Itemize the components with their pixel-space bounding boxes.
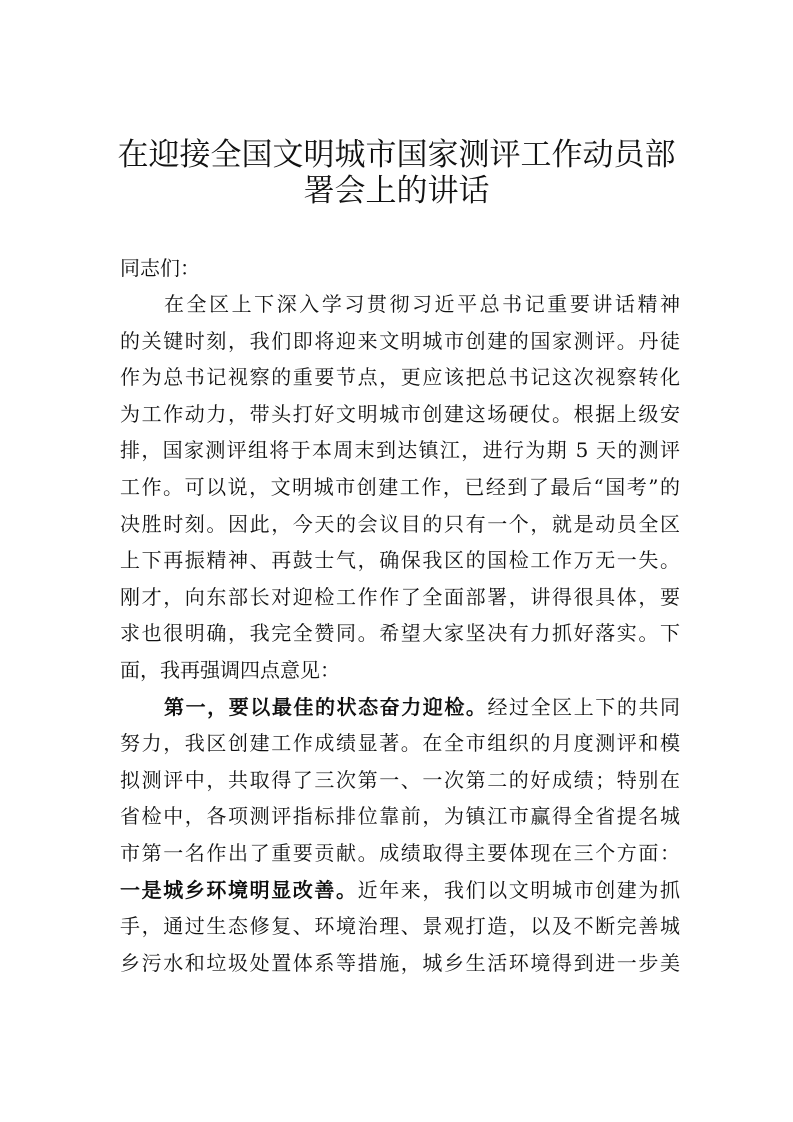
text-line	[120, 731, 680, 755]
line-text: 的关键时刻，我们即将迎来文明城市创建的国家测评。丹徒	[120, 328, 680, 353]
text-line	[164, 695, 680, 719]
document-title-line-2: 署会上的讲话	[303, 173, 490, 209]
text-line	[120, 658, 680, 682]
line-text: 手，通过生态修复、环境治理、景观打造，以及不断完善城	[120, 914, 680, 939]
text-line	[164, 292, 680, 316]
text-line	[120, 438, 680, 462]
line-text: 乡污水和垃圾处置体系等措施，城乡生活环境得到进一步美	[120, 950, 680, 975]
line-text: 排，国家测评组将于本周末到达镇江，进行为期 5 天的测评	[120, 438, 680, 463]
line-text: 求也很明确，我完全赞同。希望大家坚决有力抓好落实。下	[120, 621, 680, 646]
line-text: 近年来，我们以文明城市创建为抓	[357, 877, 681, 902]
text-line	[120, 329, 680, 353]
text-line	[120, 585, 680, 609]
line-text: 市第一名作出了重要贡献。成绩取得主要体现在三个方面：	[120, 841, 680, 865]
text-line	[120, 512, 680, 536]
line-text: 省检中，各项测评指标排位靠前，为镇江市赢得全省提名城	[120, 804, 680, 829]
line-text: 作为总书记视察的重要节点，更应该把总书记这次视察转化	[120, 365, 680, 390]
bold-heading: 第一，要以最佳的状态奋力迎检。	[164, 694, 488, 719]
text-line	[120, 365, 680, 389]
line-text: 拟测评中，共取得了三次第一、一次第二的好成绩；特别在	[120, 767, 680, 792]
line-text: 在全区上下深入学习贯彻习近平总书记重要讲话精神	[164, 292, 680, 316]
text-line	[120, 804, 680, 828]
text-line	[120, 475, 680, 499]
text-line	[120, 768, 680, 792]
line-text: 决胜时刻。因此，今天的会议目的只有一个，就是动员全区	[120, 511, 680, 536]
salutation: 同志们：	[120, 256, 200, 280]
text-line	[120, 402, 680, 426]
text-line	[120, 548, 680, 572]
line-text: 刚才，向东部长对迎检工作作了全面部署，讲得很具体，要	[120, 584, 680, 609]
text-line	[120, 841, 680, 865]
line-text: 经过全区上下的共同	[487, 694, 681, 719]
text-line	[120, 621, 680, 645]
line-text: 为工作动力，带头打好文明城市创建这场硬仗。根据上级安	[120, 401, 680, 426]
line-text: 上下再振精神、再鼓士气，确保我区的国检工作万无一失。	[120, 548, 680, 573]
line-text: 面，我再强调四点意见：	[120, 658, 340, 682]
text-line	[120, 878, 680, 902]
line-text: 努力，我区创建工作成绩显著。在全市组织的月度测评和模	[120, 731, 680, 756]
text-line	[120, 914, 680, 938]
text-line	[120, 951, 680, 975]
document-title-line-1: 在迎接全国文明城市国家测评工作动员部	[117, 137, 676, 173]
line-text: 工作。可以说，文明城市创建工作，已经到了最后“国考”的	[120, 475, 680, 499]
bold-heading: 一是城乡环境明显改善。	[120, 877, 358, 902]
